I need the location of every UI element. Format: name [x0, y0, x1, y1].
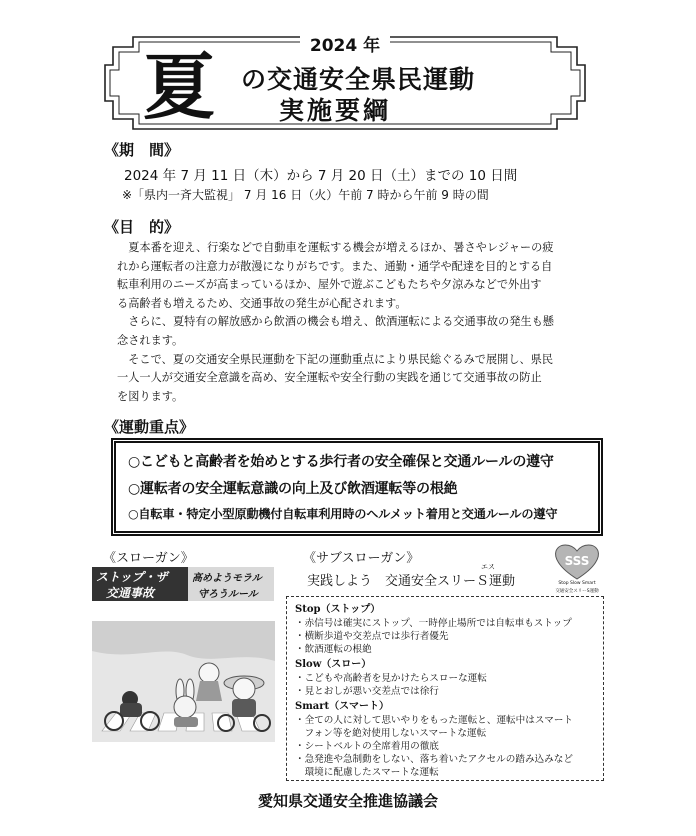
- slogan-right-bottom: 守ろうルール: [198, 589, 258, 600]
- stop-heading: Stop（ストップ）: [295, 604, 381, 615]
- slow-item: ・こどもや高齢者を見かけたらスローな運転: [295, 673, 487, 684]
- stop-item: ・横断歩道や交差点では歩行者優先: [295, 631, 449, 642]
- smart-heading: Smart（スマート）: [295, 701, 389, 712]
- slogan-left-bottom: 交通事故: [106, 586, 155, 600]
- sub-slogan-ruby: エス: [481, 563, 495, 571]
- stop-item: ・赤信号は確実にストップ、一時停止場所では自転車もストップ: [295, 618, 572, 629]
- sub-slogan-heading: 《サブスローガン》: [303, 551, 420, 566]
- smart-item: フォン等を絶対使用しないスマートな運転: [295, 728, 487, 739]
- slogan-left-block: [92, 567, 188, 601]
- sss-logo-text: SSS: [564, 554, 590, 568]
- title-frame: [103, 35, 587, 131]
- purpose-line: れから運転者の注意力が散漫になりがちです。また、通勤・通学や配達を目的とする自: [117, 259, 553, 273]
- sss-logo-caption2: 交通安全スリーS運動: [555, 589, 599, 594]
- slogan-right-block: [188, 567, 274, 601]
- smart-item: ・急発進や急制動をしない、落ち着いたアクセルの踏み込みなど: [295, 754, 573, 765]
- purpose-line: 念されます。: [117, 333, 184, 347]
- footer-organization: 愛知県交通安全推進協議会: [257, 792, 438, 810]
- children-crossing-illustration: [92, 621, 275, 742]
- traffic-illustration: [92, 621, 275, 742]
- stop-item: ・飲酒運転の根絶: [295, 644, 372, 655]
- sub-slogan-text: 実践しよう 交通安全スリーＳ運動: [307, 574, 516, 589]
- key-point-item: ○こどもと高齢者を始めとする歩行者の安全確保と交通ルールの遵守: [128, 454, 554, 470]
- title-big-char: 夏: [143, 44, 216, 129]
- purpose-line: 一人一人が交通安全意識を高め、安全運転や安全行動の実践を通じて交通事故の防止: [117, 371, 542, 385]
- sss-logo-caption1: Stop Slow Smart: [558, 581, 596, 586]
- key-point-item: ○運転者の安全運転意識の向上及び飲酒運転等の根絶: [128, 481, 458, 497]
- purpose-text: [117, 239, 597, 406]
- purpose-line: 転車利用のニーズが高まっているほか、屋外で遊ぶこどもたちや夕涼みなどで外出す: [117, 278, 542, 292]
- slogan-heading: 《スローガン》: [103, 551, 194, 566]
- purpose-heading: 《目 的》: [104, 218, 180, 236]
- period-heading: 《期 間》: [104, 141, 180, 159]
- key-points-box: [114, 441, 600, 533]
- smart-item: 環境に配慮したスマートな運転: [295, 767, 439, 778]
- purpose-line: を図ります。: [117, 389, 184, 403]
- title-line1: の交通安全県民運動: [241, 65, 476, 94]
- sss-heart-icon: [552, 541, 602, 581]
- title-year: 2024 年: [300, 36, 390, 56]
- sss-logo: [552, 541, 602, 597]
- slogan-right-top: 高めようモラル: [192, 573, 262, 584]
- period-main: 2024 年 7 月 11 日（木）から 7 月 20 日（土）までの 10 日間: [124, 168, 518, 184]
- purpose-line: る高齢者も増えるため、交通事故の発生が心配されます。: [117, 296, 407, 310]
- slow-heading: Slow（スロー）: [295, 659, 372, 670]
- key-points-heading: 《運動重点》: [104, 418, 195, 436]
- purpose-line: そこで、夏の交通安全県民運動を下記の運動重点により県民総ぐるみで展開し、県民: [128, 352, 554, 366]
- period-note: ※「県内一斉大監視」 7 月 16 日（火）午前 7 時から午前 9 時の間: [122, 188, 489, 202]
- slogan-left-top: ストップ・ザ: [96, 570, 168, 584]
- slogan-banner: [92, 567, 274, 601]
- purpose-line: 夏本番を迎え、行楽などで自動車を運転する機会が増えるほか、暑さやレジャーの疲: [128, 241, 554, 254]
- purpose-line: さらに、夏特有の解放感から飲酒の機会も増え、飲酒運転による交通事故の発生も懸: [128, 315, 554, 329]
- smart-item: ・全ての人に対して思いやりをもった運転と、運転中はスマート: [295, 715, 574, 726]
- smart-item: ・シートベルトの全席着用の徹底: [295, 741, 439, 752]
- title-line2: 実施要綱: [279, 96, 392, 125]
- sss-detail-box: [286, 596, 604, 781]
- key-point-item: ○自転車・特定小型原動機付自転車利用時のヘルメット着用と交通ルールの遵守: [128, 507, 558, 521]
- slow-item: ・見とおしが悪い交差点では徐行: [295, 686, 439, 697]
